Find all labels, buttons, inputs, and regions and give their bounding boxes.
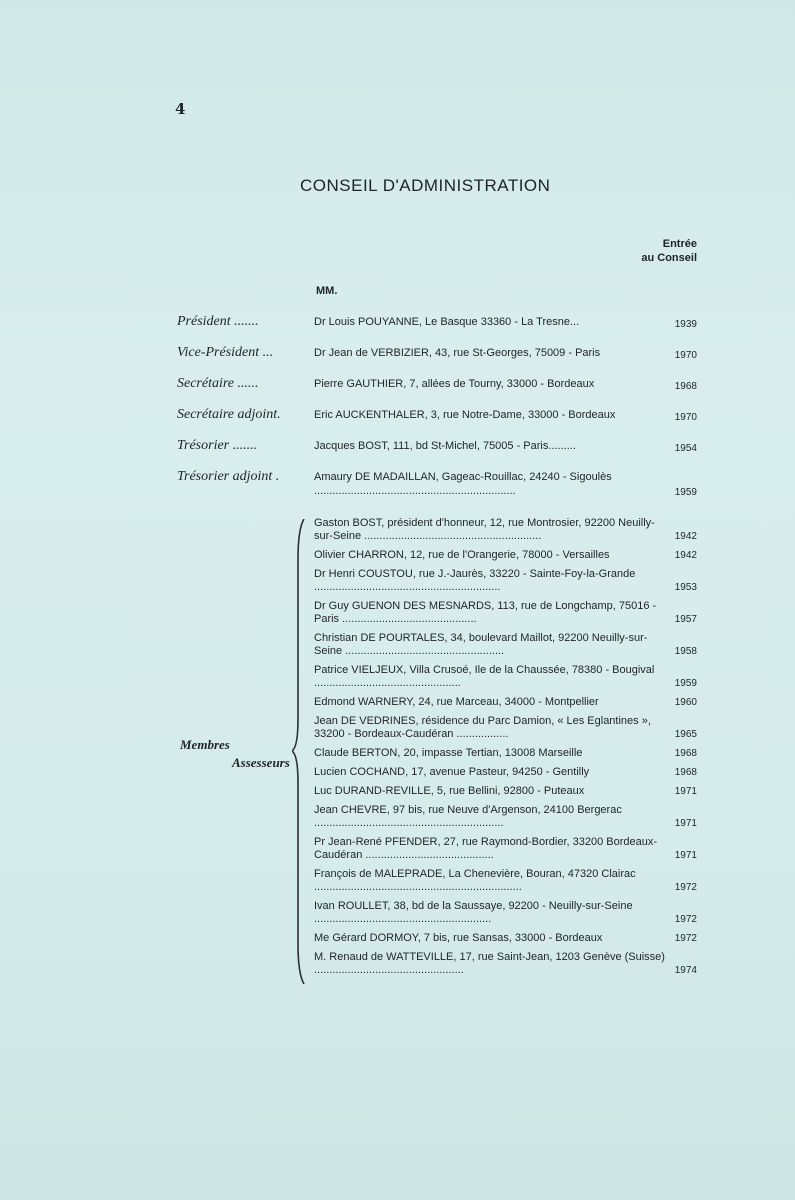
officer-year: 1970 — [674, 350, 697, 361]
member-year: 1968 — [674, 748, 697, 759]
curly-brace — [292, 519, 306, 984]
officer-name: Jacques BOST, 111, bd St-Michel, 75005 - Paris......... — [314, 440, 576, 452]
member-year: 1972 — [674, 933, 697, 944]
officer-role: Vice-Président ... — [177, 345, 274, 360]
officer-year: 1959 — [674, 487, 697, 498]
officer-name: Eric AUCKENTHALER, 3, rue Notre-Dame, 33000 - Bordeaux — [314, 409, 616, 421]
member-name: Jean DE VEDRINES, résidence du Parc Damion, « Les Eglantines », 33200 - Bordeaux-Caudéran ................. — [314, 715, 651, 740]
officer-year: 1968 — [674, 381, 697, 392]
member-row — [314, 664, 697, 690]
members-label — [180, 736, 290, 772]
page-number: 4 — [175, 100, 186, 118]
officer-year: 1970 — [674, 412, 697, 423]
officer-year: 1954 — [674, 443, 697, 454]
entry-heading-line2: au Conseil — [641, 252, 697, 264]
officer-year: 1939 — [674, 319, 697, 330]
members-list — [314, 517, 697, 983]
member-name: Olivier CHARRON, 12, rue de l'Orangerie, 78000 - Versailles — [314, 549, 610, 561]
officer-role: Trésorier adjoint . — [177, 469, 280, 484]
officer-role: Secrétaire adjoint. — [177, 407, 281, 422]
member-year: 1972 — [674, 914, 697, 925]
member-name: Lucien COCHAND, 17, avenue Pasteur, 94250 - Gentilly — [314, 766, 590, 778]
member-row — [314, 600, 697, 626]
officer-name: Pierre GAUTHIER, 7, allées de Tourny, 33000 - Bordeaux — [314, 378, 595, 390]
member-name: Dr Henri COUSTOU, rue J.-Jaurès, 33220 - Sainte-Foy-la-Grande ............................................................. — [314, 568, 636, 593]
officer-row — [177, 343, 697, 361]
member-row — [314, 568, 697, 594]
members-label-line2: Assesseurs — [232, 755, 290, 770]
officer-name: Dr Jean de VERBIZIER, 43, rue St-Georges, 75009 - Paris — [314, 347, 601, 359]
officer-row — [177, 312, 697, 330]
member-row — [314, 632, 697, 658]
officer-row — [177, 436, 697, 454]
member-row — [314, 804, 697, 830]
member-row — [314, 696, 697, 709]
member-row — [314, 900, 697, 926]
member-name: Jean CHEVRE, 97 bis, rue Neuve d'Argenson, 24100 Bergerac .............................................................. — [314, 804, 622, 829]
member-year: 1971 — [674, 850, 697, 861]
member-row — [314, 766, 697, 779]
member-year: 1971 — [674, 786, 697, 797]
member-year: 1957 — [674, 614, 697, 625]
member-name: Pr Jean-René PFENDER, 27, rue Raymond-Bordier, 33200 Bordeaux-Caudéran .......................................... — [314, 836, 658, 861]
entry-heading-line1: Entrée — [662, 238, 697, 250]
member-row — [314, 747, 697, 760]
member-year: 1974 — [674, 965, 697, 976]
entry-column-heading — [641, 237, 697, 265]
member-name: Luc DURAND-REVILLE, 5, rue Bellini, 92800 - Puteaux — [314, 785, 585, 797]
member-name: Me Gérard DORMOY, 7 bis, rue Sansas, 33000 - Bordeaux — [314, 932, 603, 944]
member-row — [314, 517, 697, 543]
member-year: 1960 — [674, 697, 697, 708]
member-year: 1942 — [674, 550, 697, 561]
officers-list — [177, 312, 697, 511]
member-row — [314, 549, 697, 562]
page-title: CONSEIL D'ADMINISTRATION — [300, 176, 551, 195]
member-year: 1942 — [674, 531, 697, 542]
member-row — [314, 836, 697, 862]
member-name: Gaston BOST, président d'honneur, 12, rue Montrosier, 92200 Neuilly-sur-Seine .......................................................... — [314, 517, 655, 542]
officer-name: Amaury DE MADAILLAN, Gageac-Rouillac, 24240 - Sigoulès .................................................................. — [314, 471, 612, 497]
member-row — [314, 932, 697, 945]
member-name: Dr Guy GUENON DES MESNARDS, 113, rue de Longchamp, 75016 - Paris ............................................ — [314, 600, 657, 625]
officer-role: Secrétaire ...... — [177, 376, 259, 391]
member-year: 1958 — [674, 646, 697, 657]
member-name: Patrice VIELJEUX, Villa Crusoé, Ile de la Chaussée, 78380 - Bougival ................................................ — [314, 664, 655, 689]
member-row — [314, 868, 697, 894]
member-year: 1953 — [674, 582, 697, 593]
officer-row — [177, 467, 697, 498]
officer-row — [177, 405, 697, 423]
officer-role: Trésorier ....... — [177, 438, 258, 453]
member-year: 1971 — [674, 818, 697, 829]
member-name: Claude BERTON, 20, impasse Tertian, 13008 Marseille — [314, 747, 583, 759]
member-row — [314, 951, 697, 977]
officer-name: Dr Louis POUYANNE, Le Basque 33360 - La Tresne... — [314, 316, 580, 328]
officer-role: Président ....... — [177, 314, 259, 329]
member-row — [314, 785, 697, 798]
member-name: M. Renaud de WATTEVILLE, 17, rue Saint-Jean, 1203 Genève (Suisse) ................................................. — [314, 951, 665, 976]
member-name: François de MALEPRADE, La Chenevière, Bouran, 47320 Clairac .................................................................... — [314, 868, 636, 893]
member-row — [314, 715, 697, 741]
member-year: 1972 — [674, 882, 697, 893]
mm-label: MM. — [316, 285, 338, 297]
member-year: 1959 — [674, 678, 697, 689]
member-name: Edmond WARNERY, 24, rue Marceau, 34000 - Montpellier — [314, 696, 599, 708]
members-label-line1: Membres — [180, 737, 230, 752]
member-name: Ivan ROULLET, 38, bd de la Saussaye, 92200 - Neuilly-sur-Seine .......................................................... — [314, 900, 633, 925]
member-name: Christian DE POURTALES, 34, boulevard Maillot, 92200 Neuilly-sur-Seine .................................................... — [314, 632, 648, 657]
officer-row — [177, 374, 697, 392]
member-year: 1965 — [674, 729, 697, 740]
member-year: 1968 — [674, 767, 697, 778]
